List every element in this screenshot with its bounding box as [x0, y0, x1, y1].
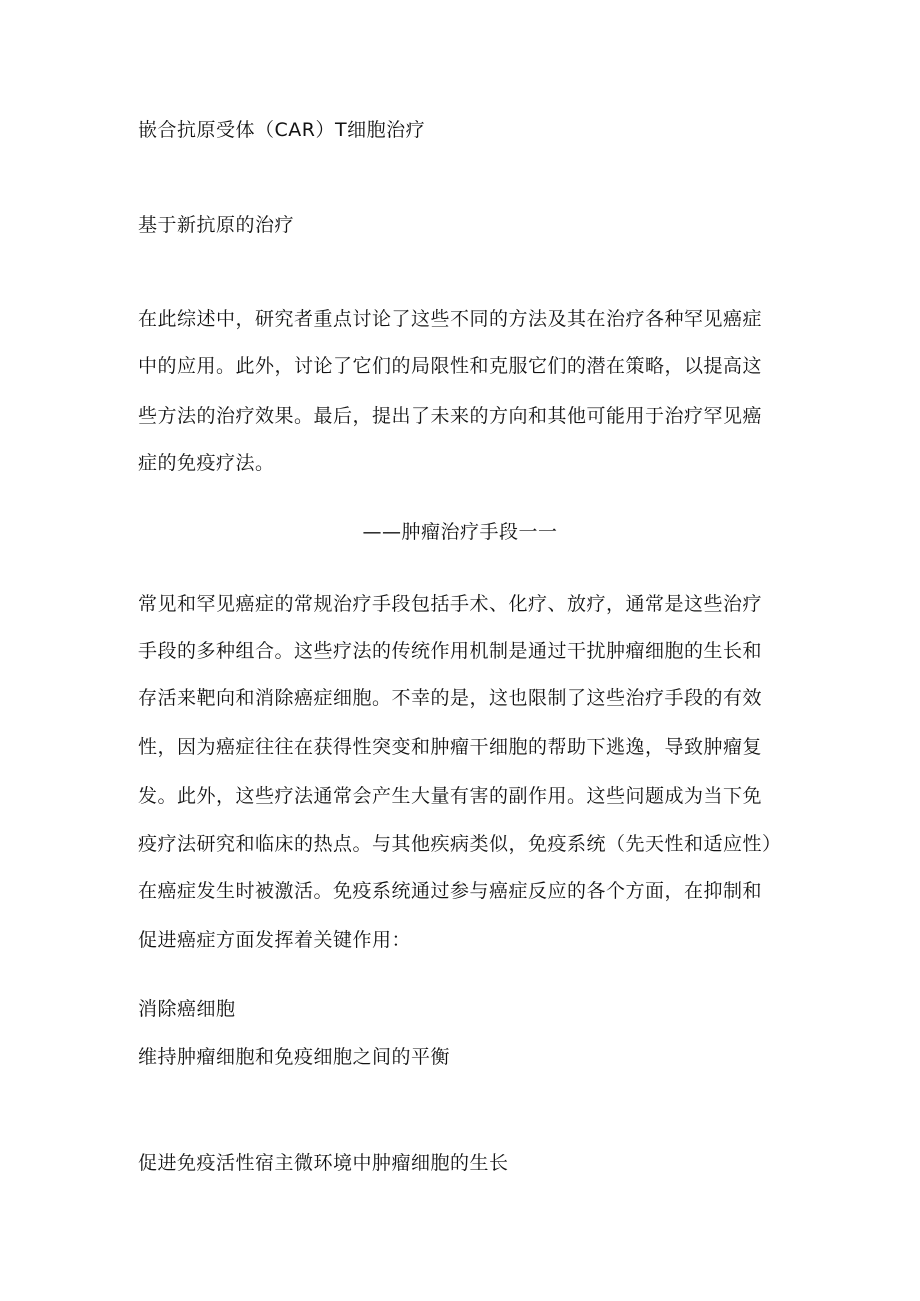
- list-item: 促进免疫活性宿主微环境中肿瘤细胞的生长: [138, 1152, 509, 1174]
- paragraph-line: 些方法的治疗效果。最后，提出了未来的方向和其他可能用于治疗罕见癌: [138, 405, 763, 427]
- paragraph-line: 促进癌症方面发挥着关键作用：: [138, 929, 412, 951]
- paragraph-line: 发。此外，这些疗法通常会产生大量有害的副作用。这些问题成为当下免: [138, 785, 763, 807]
- heading-car-t-therapy: 嵌合抗原受体（CAR）T细胞治疗: [138, 119, 426, 141]
- list-item: 消除癌细胞: [138, 998, 236, 1020]
- paragraph-line: 性，因为癌症往往在获得性突变和肿瘤干细胞的帮助下逃逸，导致肿瘤复: [138, 736, 763, 758]
- paragraph-line: 症的免疫疗法。: [138, 452, 275, 474]
- heading-neoantigen-therapy: 基于新抗原的治疗: [138, 214, 295, 236]
- list-item: 维持肿瘤细胞和免疫细胞之间的平衡: [138, 1046, 451, 1068]
- section-title-tumor-treatment: ——肿瘤治疗手段一一: [362, 521, 558, 543]
- paragraph-line: 在此综述中，研究者重点讨论了这些不同的方法及其在治疗各种罕见癌症: [138, 308, 763, 330]
- paragraph-line: 在癌症发生时被激活。免疫系统通过参与癌症反应的各个方面，在抑制和: [138, 880, 763, 902]
- paragraph-line: 中的应用。此外，讨论了它们的局限性和克服它们的潜在策略，以提高这: [138, 355, 763, 377]
- paragraph-line: 疫疗法研究和临床的热点。与其他疾病类似，免疫系统（先天性和适应性）: [138, 833, 782, 855]
- paragraph-line: 存活来靶向和消除癌症细胞。不幸的是，这也限制了这些治疗手段的有效: [138, 687, 763, 709]
- paragraph-line: 手段的多种组合。这些疗法的传统作用机制是通过干扰肿瘤细胞的生长和: [138, 640, 763, 662]
- paragraph-line: 常见和罕见癌症的常规治疗手段包括手术、化疗、放疗，通常是这些治疗: [138, 593, 763, 615]
